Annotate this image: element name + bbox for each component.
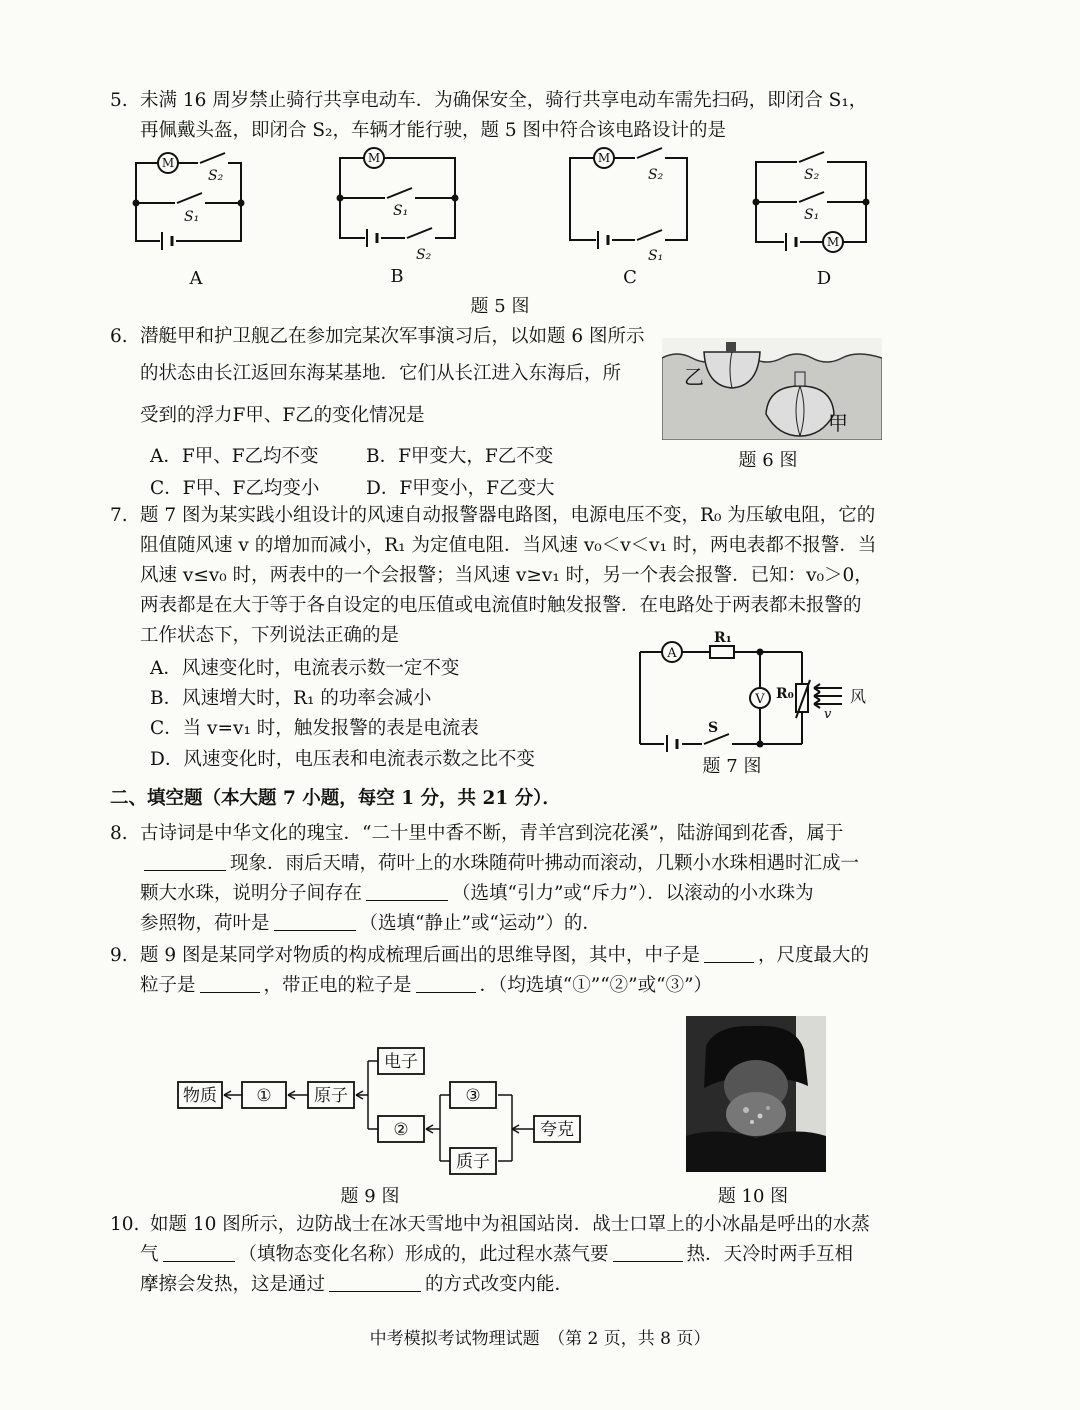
question-number: 5. xyxy=(110,90,128,111)
section-heading: 二、填空题（本大题 7 小题，每空 1 分，共 21 分）． xyxy=(110,788,561,809)
ship-yi-label: 乙 xyxy=(684,365,704,389)
submarine-jia-label: 甲 xyxy=(828,411,848,435)
switch-label: S₁ xyxy=(804,207,820,223)
question-text: 热．天冷时两手互相 xyxy=(686,1244,854,1265)
question-text: 现象．雨后天晴，荷叶上的水珠随荷叶拂动而滚动，几颗小水珠相遇时汇成一 xyxy=(230,853,860,874)
option-d: D．风速变化时，电压表和电流表示数之比不变 xyxy=(150,749,535,770)
answer-blank[interactable] xyxy=(613,1241,683,1262)
answer-blank[interactable] xyxy=(144,850,226,871)
question-text: 潜艇甲和护卫舰乙在参加完某次军事演习后，以如题 6 图所示 xyxy=(140,326,645,347)
figure-caption: 题 10 图 xyxy=(717,1186,789,1207)
question-text: 受到的浮力F甲、F乙的变化情况是 xyxy=(140,405,425,426)
question-number: 8. xyxy=(110,823,128,844)
motor-label: M xyxy=(597,151,611,165)
question-text: 再佩戴头盔，即闭合 S₂，车辆才能行驶，题 5 图中符合该电路设计的是 xyxy=(140,120,727,141)
question-text: 颗大水珠，说明分子间存在 xyxy=(140,883,363,904)
answer-blank[interactable] xyxy=(329,1271,421,1292)
answer-blank[interactable] xyxy=(200,972,260,993)
option-b: B．风速增大时，R₁ 的功率会减小 xyxy=(150,688,432,709)
r0-label: R₀ xyxy=(776,686,794,702)
option-c: C．当 v=v₁ 时，触发报警的表是电流表 xyxy=(150,718,479,739)
question-text: 粒子是 xyxy=(140,975,196,996)
question-text: 参照物，荷叶是 xyxy=(140,913,270,934)
question-text: 题 9 图是某同学对物质的构成梳理后画出的思维导图，其中，中子是 xyxy=(140,945,701,966)
node-atom: 原子 xyxy=(314,1086,348,1106)
q7-circuit xyxy=(630,628,880,752)
switch-label: S₁ xyxy=(184,209,200,225)
option-label: D xyxy=(816,268,832,289)
answer-blank[interactable] xyxy=(416,972,476,993)
question-number: 10. xyxy=(110,1214,140,1235)
question-6 xyxy=(110,322,670,431)
option-b: B．F甲变大，F乙不变 xyxy=(366,446,554,467)
answer-blank[interactable] xyxy=(274,910,356,931)
switch-label: S₁ xyxy=(648,248,664,264)
node-matter: 物质 xyxy=(183,1086,217,1106)
ammeter-label: A xyxy=(667,646,677,661)
figure-caption: 题 7 图 xyxy=(702,756,762,777)
question-text: 工作状态下，下列说法正确的是 xyxy=(140,625,400,646)
question-text: （选填“引力”或“斥力”）．以滚动的小水珠为 xyxy=(452,883,814,904)
figure-caption: 题 5 图 xyxy=(470,296,530,317)
option-label: C xyxy=(623,267,637,288)
option-label: A xyxy=(189,268,203,289)
option-c: C．F甲、F乙均变小 xyxy=(150,478,320,499)
figure-caption: 题 6 图 xyxy=(738,450,798,471)
question-text: 题 7 图为某实践小组设计的风速自动报警器电路图，电源电压不变，R₀ 为压敏电阻，它的 xyxy=(140,505,876,526)
switch-label: S xyxy=(708,720,719,736)
option-a: A．风速变化时，电流表示数一定不变 xyxy=(150,658,460,679)
q9-mind-map xyxy=(170,1040,590,1180)
node-1: ① xyxy=(256,1086,272,1106)
option-a: A．F甲、F乙均不变 xyxy=(150,446,319,467)
motor-label: M xyxy=(161,156,175,170)
motor-label: M xyxy=(826,235,840,249)
question-text: 的方式改变内能． xyxy=(425,1274,574,1295)
option-label: B xyxy=(390,266,404,287)
question-text: ．（均选填“①”“②”或“③”） xyxy=(479,975,713,996)
wind-label: 风 xyxy=(850,687,867,706)
question-8 xyxy=(110,819,900,939)
velocity-label: v xyxy=(824,707,832,722)
figure-caption: 题 9 图 xyxy=(340,1186,400,1207)
question-text: 气 xyxy=(140,1244,159,1265)
question-number: 6. xyxy=(110,326,128,347)
page-footer: 中考模拟考试物理试题 （第 2 页，共 8 页） xyxy=(369,1329,711,1349)
question-9 xyxy=(110,941,900,1001)
motor-label: M xyxy=(367,151,381,165)
node-quark: 夸克 xyxy=(540,1120,574,1140)
node-3: ③ xyxy=(465,1086,481,1106)
node-2: ② xyxy=(393,1120,409,1140)
node-proton: 质子 xyxy=(456,1152,490,1172)
question-text: 的状态由长江返回东海某基地．它们从长江进入东海后，所 xyxy=(140,363,622,384)
switch-label: S₂ xyxy=(804,167,820,183)
switch-label: S₁ xyxy=(393,203,409,219)
question-text: （选填“静止”或“运动”）的． xyxy=(359,913,601,934)
question-number: 7. xyxy=(110,505,128,526)
question-text: 如题 10 图所示，边防战士在冰天雪地中为祖国站岗．战士口罩上的小冰晶是呼出的水蒸 xyxy=(150,1214,870,1235)
question-text: 摩擦会发热，这是通过 xyxy=(140,1274,326,1295)
circuit-b xyxy=(338,148,458,247)
question-text: （填物态变化名称）形成的，此过程水蒸气要 xyxy=(238,1244,609,1265)
voltmeter-label: V xyxy=(755,692,765,707)
soldier-photo xyxy=(686,1016,826,1172)
circuit-a xyxy=(134,153,244,250)
option-d: D．F甲变小，F乙变大 xyxy=(366,478,555,499)
switch-label: S₂ xyxy=(208,168,224,184)
question-text: ，带正电的粒子是 xyxy=(263,975,412,996)
r1-label: R₁ xyxy=(714,630,732,646)
question-text: 阻值随风速 v 的增加而减小，R₁ 为定值电阻．当风速 v₀＜v＜v₁ 时，两电表都不报警．当 xyxy=(140,535,877,556)
question-10 xyxy=(110,1210,910,1300)
question-text: 古诗词是中华文化的瑰宝．“二十里中香不断，青羊宫到浣花溪”，陆游闻到花香，属于 xyxy=(140,823,844,844)
question-text: 未满 16 周岁禁止骑行共享电动车．为确保安全，骑行共享电动车需先扫码，即闭合 S₁， xyxy=(140,90,868,111)
question-text: 两表都是在大于等于各自设定的电压值或电流值时触发报警．在电路处于两表都未报警的 xyxy=(140,595,862,616)
answer-blank[interactable] xyxy=(704,942,754,963)
node-electron: 电子 xyxy=(384,1052,418,1072)
switch-label: S₂ xyxy=(648,167,664,183)
q6-figure xyxy=(662,338,882,440)
circuit-c xyxy=(570,148,687,249)
answer-blank[interactable] xyxy=(163,1241,235,1262)
question-text: 风速 v≤v₀ 时，两表中的一个会报警；当风速 v≥v₁ 时，另一个表会报警．已知：v₀＞0， xyxy=(140,565,873,586)
switch-label: S₂ xyxy=(416,247,432,263)
question-number: 9. xyxy=(110,945,128,966)
answer-blank[interactable] xyxy=(366,880,448,901)
question-text: ，尺度最大的 xyxy=(758,945,870,966)
q5-circuit-diagrams xyxy=(0,0,1080,330)
